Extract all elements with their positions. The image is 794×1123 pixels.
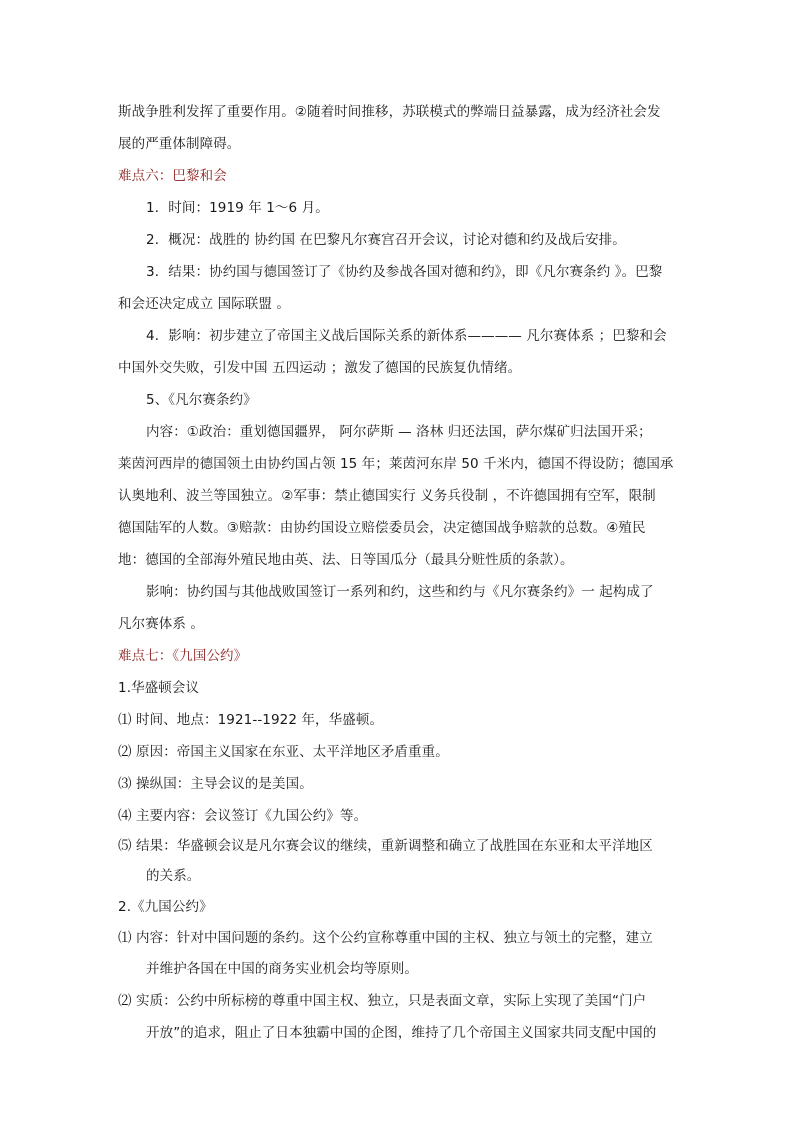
section-heading: 难点七：《九国公约》 xyxy=(118,648,248,664)
text-line: 凡尔赛体系 。 xyxy=(118,616,204,632)
text-line: 展的严重体制障碍。 xyxy=(118,136,241,152)
section-heading: 难点六：巴黎和会 xyxy=(118,168,227,184)
text-line: 斯战争胜利发挥了重要作用。②随着时间推移，苏联模式的弊端日益暴露，成为经济社会发 xyxy=(118,104,661,120)
text-line: 1．时间：1919 年 1～6 月。 xyxy=(146,200,329,216)
text-line: 2．概况：战胜的 协约国 在巴黎凡尔赛宫召开会议，讨论对德和约及战后安排。 xyxy=(146,232,626,248)
list-item: ⑵ 原因：帝国主义国家在东亚、太平洋地区矛盾重重。 xyxy=(118,744,449,760)
list-item: ⑸ 结果：华盛顿会议是凡尔赛会议的继续，重新调整和确立了战胜国在东亚和太平洋地区 xyxy=(118,838,653,854)
text-line: 德国陆军的人数。③赔款：由协约国设立赔偿委员会，决定德国战争赔款的总数。④殖民 xyxy=(118,520,646,536)
text-line: 4．影响：初步建立了帝国主义战后国际关系的新体系———— 凡尔赛体系 ；巴黎和会 xyxy=(146,328,667,344)
list-item-continuation: 开放”的追求，阻止了日本独霸中国的企图，维持了几个帝国主义国家共同支配中国的 xyxy=(146,1025,657,1041)
text-line: 和会还决定成立 国际联盟 。 xyxy=(118,296,290,312)
list-item: ⑴ 内容：针对中国问题的条约。这个公约宣称尊重中国的主权、独立与领土的完整，建立 xyxy=(118,930,653,946)
list-item: ⑴ 时间、地点：1921--1922 年，华盛顿。 xyxy=(118,712,384,728)
subheading: 2.《九国公约》 xyxy=(118,899,213,915)
text-line: 影响：协约国与其他战败国签订一系列和约，这些和约与《凡尔赛条约》一 起构成了 xyxy=(146,584,654,600)
text-line: 莱茵河西岸的德国领土由协约国占领 15 年；莱茵河东岸 50 千米内，德国不得设防；德国承 xyxy=(118,456,674,472)
subheading: 1.华盛顿会议 xyxy=(118,680,200,696)
list-item-continuation: 并维护各国在中国的商务实业机会均等原则。 xyxy=(146,961,418,977)
text-line: 3．结果：协约国与德国签订了《协约及参战各国对德和约》，即《凡尔赛条约 》。巴黎 xyxy=(146,264,663,280)
list-item-continuation: 的关系。 xyxy=(146,868,201,884)
text-line: 地：德国的全部海外殖民地由英、法、日等国瓜分（最具分赃性质的条款）。 xyxy=(118,552,574,568)
subheading: 5、《凡尔赛条约》 xyxy=(146,392,257,408)
text-line: 中国外交失败，引发中国 五四运动 ；激发了德国的民族复仇情绪。 xyxy=(118,360,522,376)
list-item: ⑵ 实质：公约中所标榜的尊重中国主权、独立，只是表面文章，实际上实现了美国“门户 xyxy=(118,993,647,1009)
text-line: 认奥地利、波兰等国独立。②军事：禁止德国实行 义务兵役制 ，不许德国拥有空军，限制 xyxy=(118,488,656,504)
text-line: 内容：①政治：重划德国疆界， 阿尔萨斯 — 洛林 归还法国，萨尔煤矿归法国开采； xyxy=(146,424,652,440)
list-item: ⑷ 主要内容：会议签订《九国公约》等。 xyxy=(118,808,368,824)
list-item: ⑶ 操纵国：主导会议的是美国。 xyxy=(118,776,313,792)
